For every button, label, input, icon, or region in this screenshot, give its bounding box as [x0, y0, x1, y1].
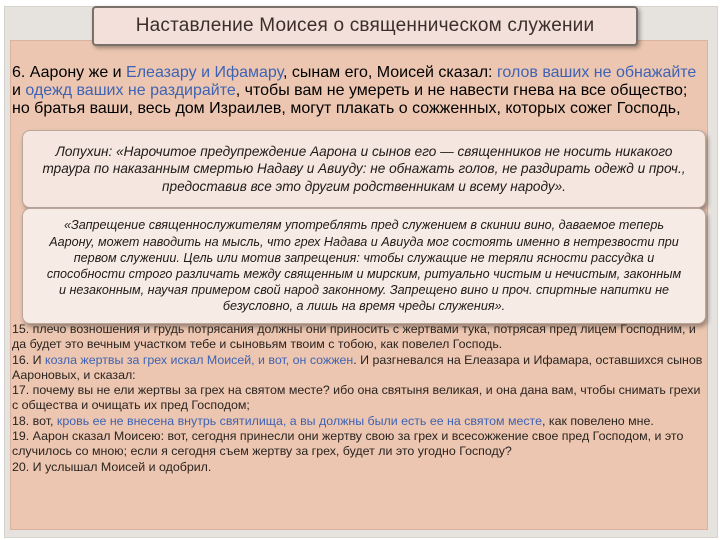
slide-title: Наставление Моисея о священническом служении [135, 15, 595, 36]
verse [12, 429, 706, 460]
verse-text: 15. плечо возношения и грудь потрясания должны они приносить с жертвами тука, потрясая пред лицем Господним, и да будет это вечным участком тебе и сыновьям твоим с тобою, как повелел Господь. [12, 322, 696, 352]
verse-text: , сынам его, Моисей сказал: [283, 64, 497, 81]
verse [12, 322, 706, 353]
verse-highlight: кровь ее не внесена внутрь святилища, а вы должны были есть ее на святом месте [56, 413, 542, 428]
verses-bottom [12, 322, 706, 475]
verse-text: 17. почему вы не ели жертвы за грех на святом месте? ибо она святыня великая, и она дана вам, чтобы снимать грехи с общества и очищать их пред Господом; [12, 383, 701, 413]
verse-text: 19. Аарон сказал Моисею: вот, сегодня принесли они жертву свою за грех и всесожжение свое пред Господом, и это случилось со мною; если я сегодня съем жертву за грех, будет ли это угодно Господу? [12, 429, 684, 459]
verse-text: , как повелено мне. [541, 413, 654, 428]
verse-text: и [12, 82, 26, 99]
verse-text: , чтобы вам не умереть и не навести гнева на все общество; но братья ваши, весь дом Израилев, могут плакать о сожженных, которых сожег Господь, [12, 82, 688, 117]
lopukhin-quote-text: Лопухин: «Нарочитое предупреждение Аарона и сынов его — священников не носить никакого траура по наказанным смертью Надаву и Авиуду: не обнажать голов, не раздирать одежд и проч., предоставив все это другим родственникам и всему народу». [42, 143, 686, 194]
lopukhin-quote-box [22, 130, 706, 208]
verse [12, 353, 706, 384]
verse-text: 6. Аарону же и [12, 64, 127, 81]
verse-text: 16. И [12, 352, 46, 367]
verse-text: 18. вот, [12, 413, 57, 428]
verses-top [12, 48, 706, 130]
verse [12, 414, 706, 429]
verse-text: . И разгневался на Елеазара и Ифамара, оставшихся сынов Аароновых, и сказал: [12, 352, 703, 382]
verse [12, 460, 706, 475]
verse-highlight: одежд ваших не раздирайте [25, 82, 236, 99]
slide-title-box [92, 6, 638, 46]
verse-text: 20. И услышал Моисей и одобрил. [12, 459, 212, 474]
wine-prohibition-quote-box [22, 208, 706, 324]
wine-prohibition-quote-text: «Запрещение священнослужителям употреблять пред служением в скинии вино, даваемое теперь Аарону, может наводить на мысль, что грех Надава и Авиуда мог состоять именно в нетрезвости при первом служении. Цель или мотив запрещения: чтобы служащие не теряли ясности рассудка и способности строго различать между священным и мирским, ритуально чистым и нечистым, законным и незаконным, научая примером свой народ законному. Запрещено вино и проч. спиртные напитки не безусловно, а лишь на время чреды служения». [46, 218, 682, 314]
verse-highlight: козла жертвы за грех искал Моисей, и вот, он сожжен [45, 352, 354, 367]
verse [12, 64, 706, 118]
verse-highlight: голов ваших не обнажайте [496, 64, 697, 81]
verse-highlight: Елеазару и Ифамару [126, 64, 284, 81]
verse [12, 383, 706, 414]
